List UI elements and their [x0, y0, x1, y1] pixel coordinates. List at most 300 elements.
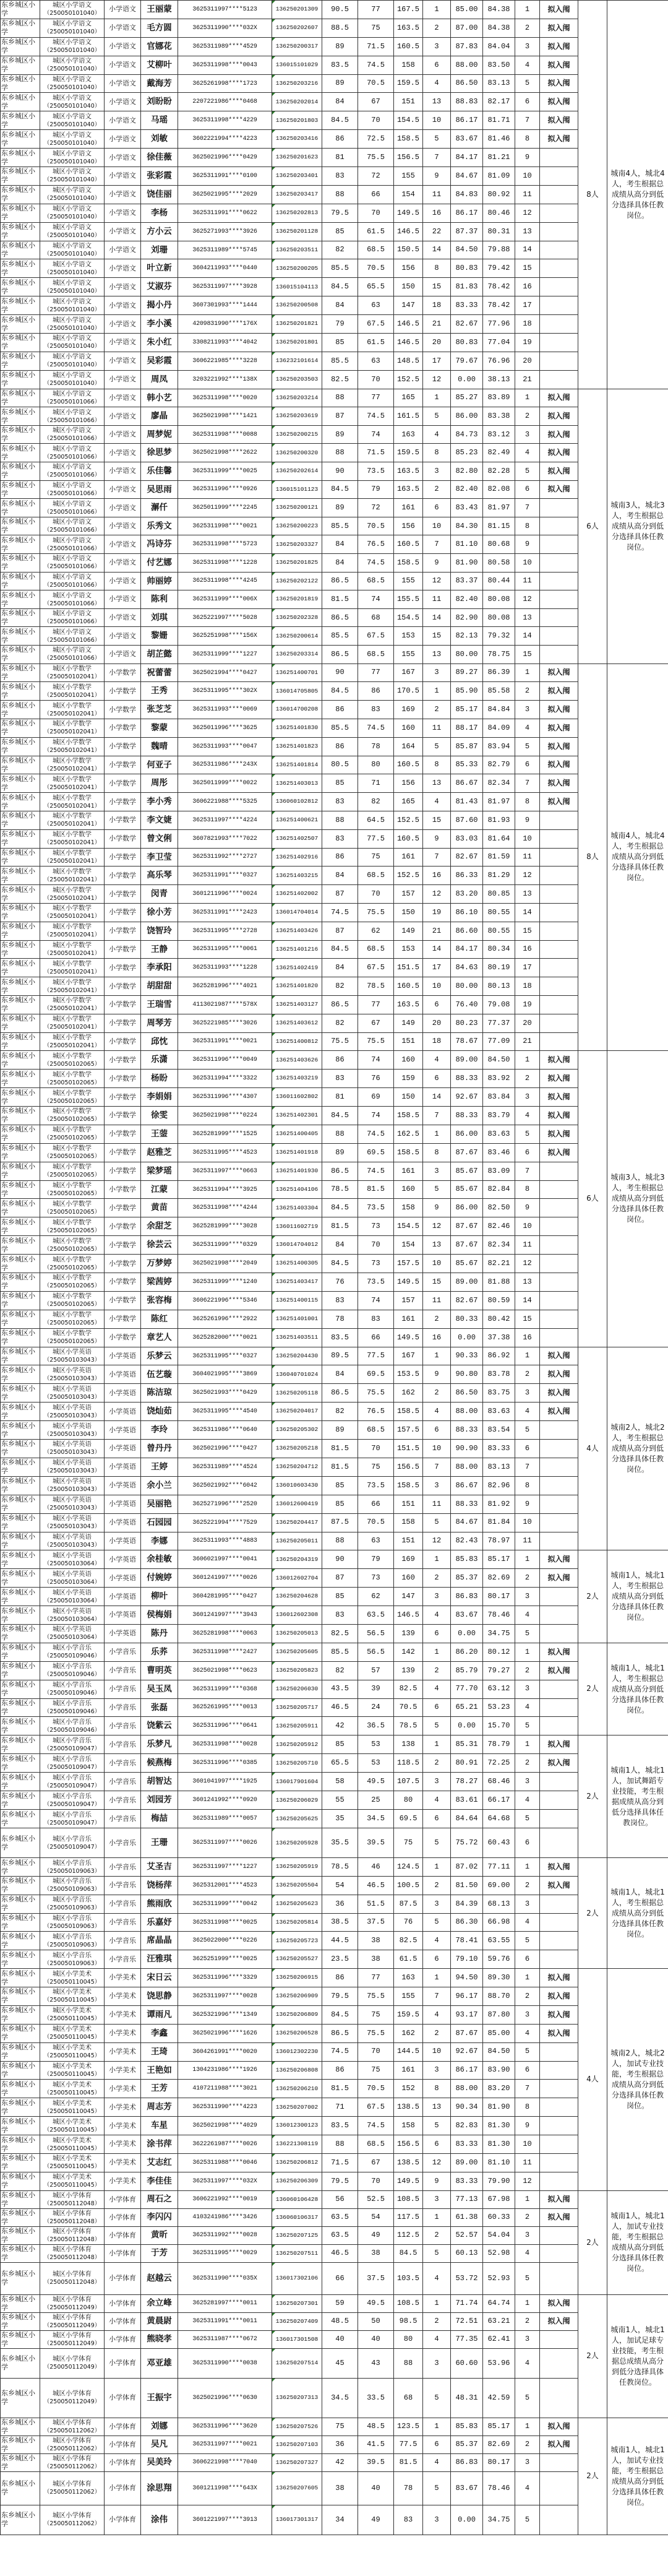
exam-number-cell: 136060106428	[272, 2190, 322, 2208]
final-rank-cell: 5	[515, 1421, 540, 1440]
exam-number-cell: 136250203216	[272, 74, 322, 93]
table-row	[1, 1680, 668, 1698]
position-cell	[40, 2453, 105, 2471]
position-label: 城区小学体育	[53, 2418, 92, 2426]
position-cell	[40, 499, 105, 517]
subject-cell: 小学语文	[105, 554, 141, 573]
exam-number-cell: 136251402507	[272, 829, 322, 848]
status-cell	[540, 1328, 578, 1347]
written-score-2-cell: 73	[358, 1569, 394, 1588]
table-row	[1, 646, 668, 664]
position-cell	[40, 756, 105, 774]
final-score-cell: 38.13	[483, 370, 515, 389]
position-cell	[40, 922, 105, 940]
id-number-cell: 3625281999****3028	[178, 1217, 272, 1236]
exam-number-cell: 136015104113	[272, 278, 322, 296]
subject-cell: 小学语文	[105, 627, 141, 646]
subject-cell: 小学英语	[105, 1458, 141, 1476]
id-number-cell: 3606221988****5325	[178, 793, 272, 811]
table-row	[1, 535, 668, 554]
name-cell: 黎姗	[141, 627, 178, 646]
written-score-1-cell: 85	[322, 774, 358, 793]
written-rank-cell: 8	[423, 1143, 451, 1162]
table-row	[1, 1180, 668, 1199]
written-rank-cell: 14	[423, 241, 451, 259]
position-label: 城区小学语文	[53, 297, 92, 305]
position-label: 城区小学音乐	[53, 1644, 92, 1652]
written-rank-cell: 2	[423, 1384, 451, 1403]
written-score-2-cell: 75	[358, 848, 394, 867]
exam-number-cell: 136250205011	[272, 1532, 322, 1550]
position-code: （250050101040）	[43, 66, 101, 73]
id-number-cell: 3625011999****2245	[178, 499, 272, 517]
unit-cell: 东乡城区小学	[1, 1858, 40, 1877]
written-rank-cell: 5	[423, 130, 451, 149]
id-number-cell: 3602221994****4223	[178, 130, 272, 149]
final-rank-cell: 8	[515, 130, 540, 149]
written-total-cell: 80	[394, 1791, 423, 1810]
written-rank-cell: 6	[423, 1624, 451, 1643]
written-score-2-cell: 64.5	[358, 811, 394, 829]
subject-cell: 小学语文	[105, 315, 141, 334]
written-score-1-cell: 79.5	[322, 2172, 358, 2190]
final-rank-cell: 10	[515, 1217, 540, 1236]
status-cell	[540, 1532, 578, 1550]
position-label: 城区小学数学	[53, 1292, 92, 1300]
position-cell	[40, 793, 105, 811]
final-rank-cell: 2	[515, 1987, 540, 2005]
position-code: （250050101066）	[43, 636, 101, 644]
written-score-2-cell: 68.5	[358, 940, 394, 959]
position-code: （250050109063）	[43, 1904, 101, 1912]
interview-score-cell: 85.83	[451, 1550, 483, 1569]
position-code: （250050102041）	[43, 710, 101, 717]
id-number-cell: 3625021996****1626	[178, 2024, 272, 2042]
status-cell	[540, 167, 578, 186]
interview-score-cell: 82.67	[451, 848, 483, 867]
name-cell: 余桂敏	[141, 1550, 178, 1569]
unit-cell: 东乡城区小学	[1, 1107, 40, 1125]
interview-score-cell: 86.83	[451, 1588, 483, 1606]
final-rank-cell: 1	[515, 663, 540, 682]
position-cell	[40, 1328, 105, 1347]
table-row	[1, 1969, 668, 1987]
position-cell	[40, 535, 105, 554]
position-cell	[40, 2080, 105, 2098]
written-total-cell: 157	[394, 885, 423, 904]
table-row	[1, 1624, 668, 1643]
written-total-cell: 167	[394, 1347, 423, 1365]
unit-cell: 东乡城区小学	[1, 1180, 40, 1199]
table-row	[1, 1661, 668, 1680]
written-score-2-cell: 77.5	[358, 1347, 394, 1365]
final-score-cell: 59.76	[483, 1950, 515, 1969]
position-label: 城区小学音乐	[53, 1835, 92, 1843]
status-cell	[540, 2471, 578, 2505]
final-score-cell: 83.90	[483, 2061, 515, 2080]
exam-number-cell: 136250203503	[272, 370, 322, 389]
unit-cell: 东乡城区小学	[1, 1969, 40, 1987]
table-row	[1, 1217, 668, 1236]
position-code: （250050109046）	[43, 1671, 101, 1679]
unit-cell: 东乡城区小学	[1, 130, 40, 149]
subject-cell: 小学语文	[105, 56, 141, 74]
id-number-cell: 3625011999****0022	[178, 774, 272, 793]
status-cell	[540, 1717, 578, 1735]
status-cell: 拟入闱	[540, 2208, 578, 2226]
written-rank-cell: 1	[423, 389, 451, 407]
written-rank-cell: 4	[423, 1791, 451, 1810]
written-score-2-cell: 65.5	[358, 278, 394, 296]
position-label: 城区小学数学	[53, 1070, 92, 1078]
name-cell: 周凤	[141, 370, 178, 389]
table-row	[1, 407, 668, 426]
written-rank-cell: 5	[423, 2117, 451, 2135]
final-score-cell: 82.28	[483, 462, 515, 481]
written-rank-cell: 2	[423, 2312, 451, 2330]
subject-cell: 小学体育	[105, 2244, 141, 2262]
position-label: 城区小学美术	[53, 2044, 92, 2052]
position-label: 城区小学音乐	[53, 1951, 92, 1959]
written-score-1-cell: 78.5	[322, 1858, 358, 1877]
unit-cell: 东乡城区小学	[1, 1532, 40, 1550]
position-cell	[40, 74, 105, 93]
final-score-cell: 82.84	[483, 1180, 515, 1199]
written-rank-cell: 1	[423, 1735, 451, 1754]
position-code: （250050109046）	[43, 1726, 101, 1734]
name-cell: 艾淑芬	[141, 278, 178, 296]
written-score-2-cell: 53	[358, 1735, 394, 1754]
written-score-1-cell: 85.5	[322, 719, 358, 738]
interview-score-cell: 83.33	[451, 296, 483, 315]
final-rank-cell: 1	[515, 1643, 540, 1661]
exam-number-cell: 136250205218	[272, 1440, 322, 1458]
written-score-2-cell: 36.5	[358, 1717, 394, 1735]
final-rank-cell: 19	[515, 334, 540, 352]
name-cell: 李卫莹	[141, 848, 178, 867]
final-rank-cell: 4	[515, 719, 540, 738]
subject-cell: 小学语文	[105, 296, 141, 315]
written-total-cell: 155	[394, 646, 423, 664]
position-code: （250050101040）	[43, 214, 101, 221]
id-number-cell: 3625311989****0057	[178, 1810, 272, 1828]
quota-cell: 2人	[578, 1550, 607, 1643]
status-cell: 拟入闱	[540, 737, 578, 756]
position-label: 城区小学体育	[53, 2512, 92, 2520]
id-number-cell: 3625311998****0020	[178, 389, 272, 407]
final-score-cell: 62.41	[483, 2330, 515, 2348]
written-rank-cell: 16	[423, 1328, 451, 1347]
unit-cell: 东乡城区小学	[1, 1588, 40, 1606]
interview-score-cell: 86.67	[451, 1476, 483, 1495]
status-cell	[540, 1291, 578, 1310]
written-score-1-cell: 79	[322, 315, 358, 334]
name-cell: 吴凡	[141, 2436, 178, 2453]
final-score-cell: 82.79	[483, 756, 515, 774]
position-label: 城区小学英语	[53, 1588, 92, 1596]
interview-score-cell: 90.90	[451, 1440, 483, 1458]
interview-score-cell: 86.50	[451, 1384, 483, 1403]
final-score-cell: 15.70	[483, 1717, 515, 1735]
final-score-cell: 83.33	[483, 1440, 515, 1458]
written-score-2-cell: 69.5	[358, 1365, 394, 1384]
subject-cell: 小学语文	[105, 646, 141, 664]
name-cell: 帅丽婷	[141, 572, 178, 590]
written-score-1-cell: 90.5	[322, 1, 358, 19]
written-rank-cell: 14	[423, 608, 451, 627]
final-score-cell: 80.44	[483, 572, 515, 590]
position-label: 城区小学体育	[53, 2209, 92, 2217]
table-row	[1, 1810, 668, 1828]
name-cell: 王蓥	[141, 1125, 178, 1143]
quota-cell: 2人	[578, 2418, 607, 2535]
position-code: （250050102041）	[43, 1005, 101, 1013]
subject-cell: 小学美术	[105, 2061, 141, 2080]
status-cell: 拟入闱	[540, 1858, 578, 1877]
name-cell: 万梦婷	[141, 1255, 178, 1273]
final-score-cell: 82.08	[483, 480, 515, 499]
name-cell: 吴美玲	[141, 2453, 178, 2471]
name-cell: 饶思静	[141, 1987, 178, 2005]
written-total-cell: 123.5	[394, 2418, 423, 2436]
written-rank-cell: 11	[423, 1291, 451, 1310]
final-score-cell: 84.38	[483, 1, 515, 19]
position-cell	[40, 111, 105, 130]
status-cell: 拟入闱	[540, 1384, 578, 1403]
position-cell	[40, 352, 105, 370]
status-cell: 拟入闱	[540, 1643, 578, 1661]
name-cell: 熊晓孝	[141, 2330, 178, 2348]
written-rank-cell: 8	[423, 259, 451, 278]
id-number-cell: 3625311989****4529	[178, 37, 272, 56]
table-row	[1, 2348, 668, 2378]
position-code: （250050112048）	[43, 2254, 101, 2261]
name-cell: 刘娜	[141, 2418, 178, 2436]
name-cell: 熊雨欣	[141, 1895, 178, 1913]
table-row	[1, 1858, 668, 1877]
id-number-cell: 3601221997****3913	[178, 2505, 272, 2535]
written-score-2-cell: 56.5	[358, 1624, 394, 1643]
id-number-cell: 3625311992****0028	[178, 2226, 272, 2244]
final-rank-cell: 1	[515, 1858, 540, 1877]
unit-cell: 东乡城区小学	[1, 1273, 40, 1292]
written-rank-cell: 11	[423, 1495, 451, 1513]
position-cell	[40, 1440, 105, 1458]
position-code: （250050102041）	[43, 728, 101, 736]
position-cell	[40, 2378, 105, 2418]
position-label: 城区小学数学	[53, 1033, 92, 1041]
written-score-2-cell: 69	[358, 1088, 394, 1107]
status-cell	[540, 1217, 578, 1236]
written-rank-cell: 9	[423, 829, 451, 848]
position-code: （250050112049）	[43, 2364, 101, 2371]
final-rank-cell: 15	[515, 922, 540, 940]
interview-score-cell: 85.27	[451, 389, 483, 407]
position-code: （250050102041）	[43, 802, 101, 810]
id-number-cell: 3625311998****0021	[178, 517, 272, 535]
id-number-cell: 3606221998****7040	[178, 2453, 272, 2471]
interview-score-cell: 80.83	[451, 334, 483, 352]
written-score-1-cell: 84	[322, 296, 358, 315]
written-rank-cell: 6	[423, 995, 451, 1014]
subject-cell: 小学语文	[105, 499, 141, 517]
final-rank-cell: 1	[515, 1051, 540, 1070]
name-cell: 周梦妮	[141, 425, 178, 444]
written-score-2-cell: 70	[358, 111, 394, 130]
written-score-1-cell: 89	[322, 1143, 358, 1162]
table-row	[1, 2226, 668, 2244]
interview-score-cell: 89.00	[451, 2153, 483, 2172]
table-row	[1, 1347, 668, 1365]
final-rank-cell: 6	[515, 93, 540, 111]
unit-cell: 东乡城区小学	[1, 222, 40, 241]
written-total-cell: 148.5	[394, 352, 423, 370]
written-rank-cell: 2	[423, 1754, 451, 1773]
unit-cell: 东乡城区小学	[1, 1347, 40, 1365]
position-cell	[40, 737, 105, 756]
status-cell: 拟入闱	[540, 111, 578, 130]
id-number-cell: 3625311996****0049	[178, 1051, 272, 1070]
written-score-2-cell: 70.5	[358, 2080, 394, 2098]
status-cell	[540, 2348, 578, 2378]
written-score-2-cell: 68	[358, 608, 394, 627]
table-row	[1, 2505, 668, 2535]
position-cell	[40, 1791, 105, 1810]
written-score-2-cell: 67.5	[358, 2098, 394, 2117]
final-score-cell: 85.00	[483, 2024, 515, 2042]
subject-cell: 小学语文	[105, 37, 141, 56]
exam-number-cell: 136221308119	[272, 2135, 322, 2154]
written-score-1-cell: 89	[322, 499, 358, 517]
written-score-1-cell: 84.5	[322, 278, 358, 296]
exam-number-cell: 136011602802	[272, 1088, 322, 1107]
position-cell	[40, 627, 105, 646]
final-rank-cell: 3	[515, 1895, 540, 1913]
written-score-2-cell: 74.5	[358, 1162, 394, 1180]
interview-score-cell: 86.00	[451, 1125, 483, 1143]
position-cell	[40, 1476, 105, 1495]
written-score-2-cell: 83	[358, 1310, 394, 1328]
final-score-cell: 83.54	[483, 1421, 515, 1440]
final-rank-cell: 8	[515, 517, 540, 535]
exam-number-cell: 136017302106	[272, 2262, 322, 2294]
name-cell: 席晶晶	[141, 1932, 178, 1950]
position-label: 城区小学体育	[53, 2436, 92, 2444]
table-row	[1, 1255, 668, 1273]
exam-number-cell: 136251403511	[272, 1328, 322, 1347]
interview-score-cell: 83.37	[451, 572, 483, 590]
status-cell: 拟入闱	[540, 2190, 578, 2208]
id-number-cell: 3625311995****2728	[178, 922, 272, 940]
final-score-cell: 83.13	[483, 1458, 515, 1476]
position-label: 城区小学数学	[53, 1274, 92, 1282]
subject-cell: 小学语文	[105, 185, 141, 204]
status-cell	[540, 977, 578, 996]
status-cell	[540, 1680, 578, 1698]
written-rank-cell: 1	[423, 1550, 451, 1569]
exam-number-cell: 136012602308	[272, 1606, 322, 1625]
position-code: （250050102041）	[43, 968, 101, 975]
written-rank-cell: 19	[423, 903, 451, 922]
final-rank-cell: 11	[515, 185, 540, 204]
id-number-cell: 3625022000****0226	[178, 1932, 272, 1950]
written-rank-cell: 13	[423, 1236, 451, 1255]
written-score-1-cell: 88	[322, 1125, 358, 1143]
unit-cell: 东乡城区小学	[1, 370, 40, 389]
position-code: （250050109063）	[43, 1960, 101, 1967]
interview-score-cell: 84.64	[451, 1810, 483, 1828]
position-label: 城区小学语文	[53, 499, 92, 508]
exam-number-cell: 136250201821	[272, 315, 322, 334]
position-label: 城区小学语文	[53, 76, 92, 83]
written-total-cell: 155.5	[394, 590, 423, 609]
written-rank-cell: 2	[423, 1877, 451, 1895]
status-cell	[540, 1162, 578, 1180]
written-score-2-cell: 80	[358, 756, 394, 774]
written-total-cell: 156	[394, 259, 423, 278]
id-number-cell: 3625311995****0327	[178, 1347, 272, 1365]
position-cell	[40, 663, 105, 682]
position-code: （250050112048）	[43, 2200, 101, 2207]
unit-cell: 东乡城区小学	[1, 407, 40, 426]
interview-score-cell: 83.67	[451, 130, 483, 149]
position-cell	[40, 1810, 105, 1828]
position-label: 城区小学英语	[53, 1570, 92, 1578]
written-score-2-cell: 38	[358, 1950, 394, 1969]
position-code: （250050110045）	[43, 2107, 101, 2115]
subject-cell: 小学数学	[105, 885, 141, 904]
table-row	[1, 2098, 668, 2117]
position-code: （250050103064）	[43, 1615, 101, 1623]
written-rank-cell: 7	[423, 1107, 451, 1125]
subject-cell: 小学英语	[105, 1569, 141, 1588]
unit-cell: 东乡城区小学	[1, 535, 40, 554]
final-score-cell: 81.97	[483, 793, 515, 811]
exam-number-cell: 136250205013	[272, 1624, 322, 1643]
table-row	[1, 296, 668, 315]
written-rank-cell: 5	[423, 1513, 451, 1532]
subject-cell: 小学语文	[105, 74, 141, 93]
written-score-1-cell: 86	[322, 1969, 358, 1987]
subject-cell: 小学数学	[105, 977, 141, 996]
exam-number-cell: 136250207313	[272, 2378, 322, 2418]
written-rank-cell: 15	[423, 627, 451, 646]
written-total-cell: 169	[394, 1550, 423, 1569]
unit-cell: 东乡城区小学	[1, 2208, 40, 2226]
final-rank-cell: 8	[515, 1180, 540, 1199]
subject-cell: 小学数学	[105, 701, 141, 719]
id-number-cell: 3625021996****0427	[178, 1440, 272, 1458]
written-score-1-cell: 82.5	[322, 370, 358, 389]
written-rank-cell: 1	[423, 1969, 451, 1987]
table-row	[1, 1088, 668, 1107]
final-score-cell: 77.09	[483, 1032, 515, 1051]
written-rank-cell: 4	[423, 2453, 451, 2471]
position-cell	[40, 848, 105, 867]
final-score-cell: 78.75	[483, 646, 515, 664]
id-number-cell: 3625311998****4229	[178, 111, 272, 130]
unit-cell: 东乡城区小学	[1, 1895, 40, 1913]
unit-cell: 东乡城区小学	[1, 19, 40, 37]
final-score-cell: 83.89	[483, 389, 515, 407]
exam-number-cell: 136250202614	[272, 462, 322, 481]
written-score-2-cell: 67.5	[358, 627, 394, 646]
written-score-2-cell: 63.5	[358, 1606, 394, 1625]
final-score-cell: 83.50	[483, 56, 515, 74]
subject-cell: 小学音乐	[105, 1913, 141, 1932]
written-score-2-cell: 70.5	[358, 74, 394, 93]
position-label: 城区小学英语	[53, 1366, 92, 1374]
